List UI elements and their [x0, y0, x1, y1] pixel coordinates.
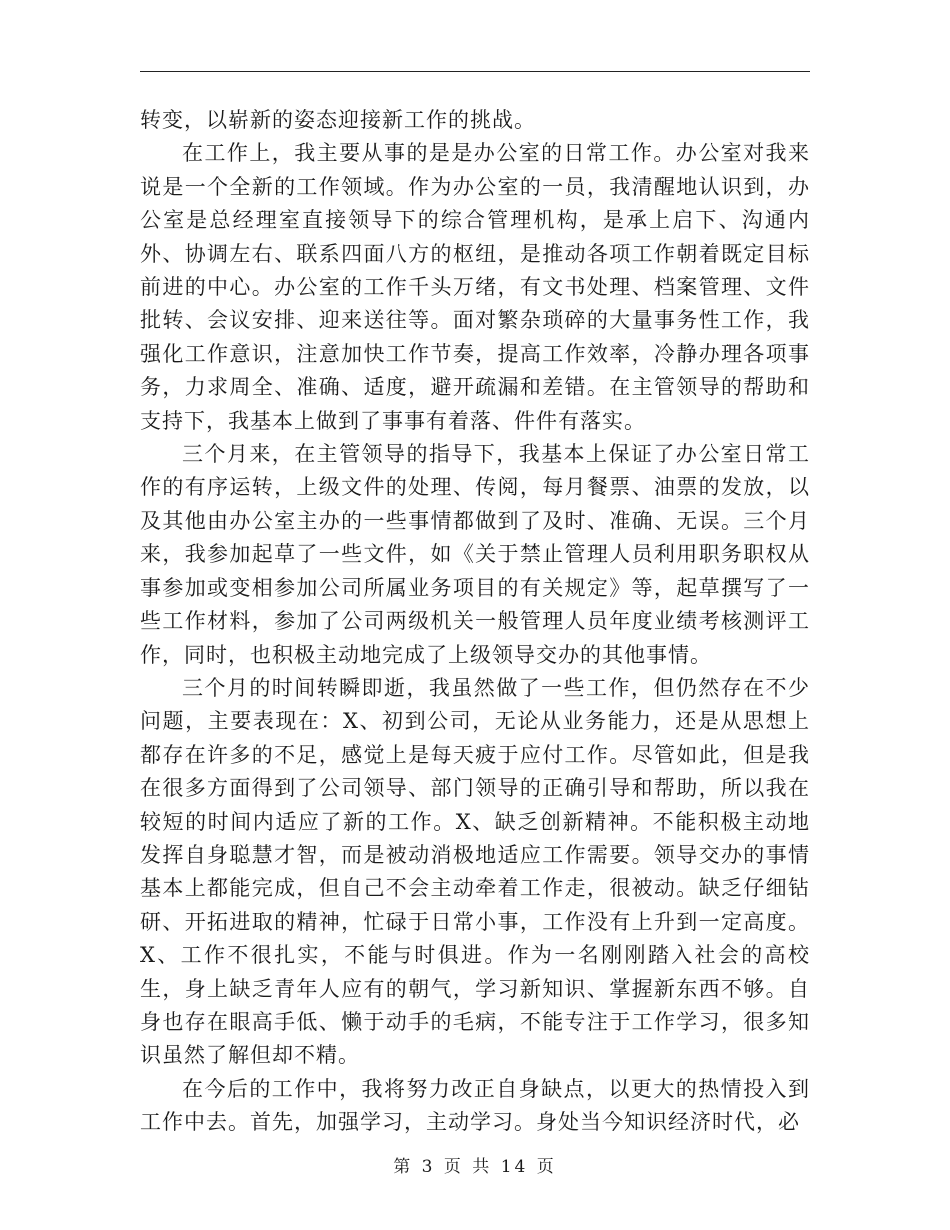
paragraph-three-months: 三个月来，在主管领导的指导下，我基本上保证了办公室日常工作的有序运转，上级文件的处理、传阅，每月餐票、油票的发放，以及其他由办公室主办的一些事情都做到了及时、准确、无误。三个月来，我参加起草了一些文件，如《关于禁止管理人员利用职务职权从事参加或变相参加公司所属业务项目的有关规定》等，起草撰写了一些工作材料，参加了公司两级机关一般管理人员年度业绩考核测评工作，同时，也积极主动地完成了上级领导交办的其他事情。 — [140, 442, 810, 667]
header-rule — [140, 71, 810, 72]
document-body — [140, 104, 810, 1140]
page-footer: 第 3 页 共 14 页 — [393, 1157, 557, 1177]
paragraph-problems: 三个月的时间转瞬即逝，我虽然做了一些工作，但仍然存在不少问题，主要表现在：X、初到公司，无论从业务能力，还是从思想上都存在许多的不足，感觉上是每天疲于应付工作。尽管如此，但是我在很多方面得到了公司领导、部门领导的正确引导和帮助，所以我在较短的时间内适应了新的工作。X、缺乏创新精神。不能积极主动地发挥自身聪慧才智，而是被动消极地适应工作需要。领导交办的事情基本上都能完成，但自己不会主动牵着工作走，很被动。缺乏仔细钻研、开拓进取的精神，忙碌于日常小事，工作没有上升到一定高度。X、工作不很扎实，不能与时俱进。作为一名刚刚踏入社会的高校生，身上缺乏青年人应有的朝气，学习新知识、掌握新东西不够。自身也存在眼高手低、懒于动手的毛病，不能专注于工作学习，很多知识虽然了解但却不精。 — [140, 675, 810, 1068]
paragraph-office-work: 在工作上，我主要从事的是是办公室的日常工作。办公室对我来说是一个全新的工作领域。作为办公室的一员，我清醒地认识到，办公室是总经理室直接领导下的综合管理机构，是承上启下、沟通内外、协调左右、联系四面八方的枢纽，是推动各项工作朝着既定目标前进的中心。办公室的工作千头万绪，有文书处理、档案管理、文件批转、会议安排、迎来送往等。面对繁杂琐碎的大量事务性工作，我强化工作意识，注意加快工作节奏，提高工作效率，冷静办理各项事务，力求周全、准确、适度，避开疏漏和差错。在主管领导的帮助和支持下，我基本上做到了事事有着落、件件有落实。 — [140, 141, 810, 433]
paragraph-future-work: 在今后的工作中，我将努力改正自身缺点，以更大的热情投入到工作中去。首先，加强学习，主动学习。身处当今知识经济时代，必 — [140, 1076, 810, 1135]
paragraph-continuation: 转变，以崭新的姿态迎接新工作的挑战。 — [140, 108, 536, 132]
